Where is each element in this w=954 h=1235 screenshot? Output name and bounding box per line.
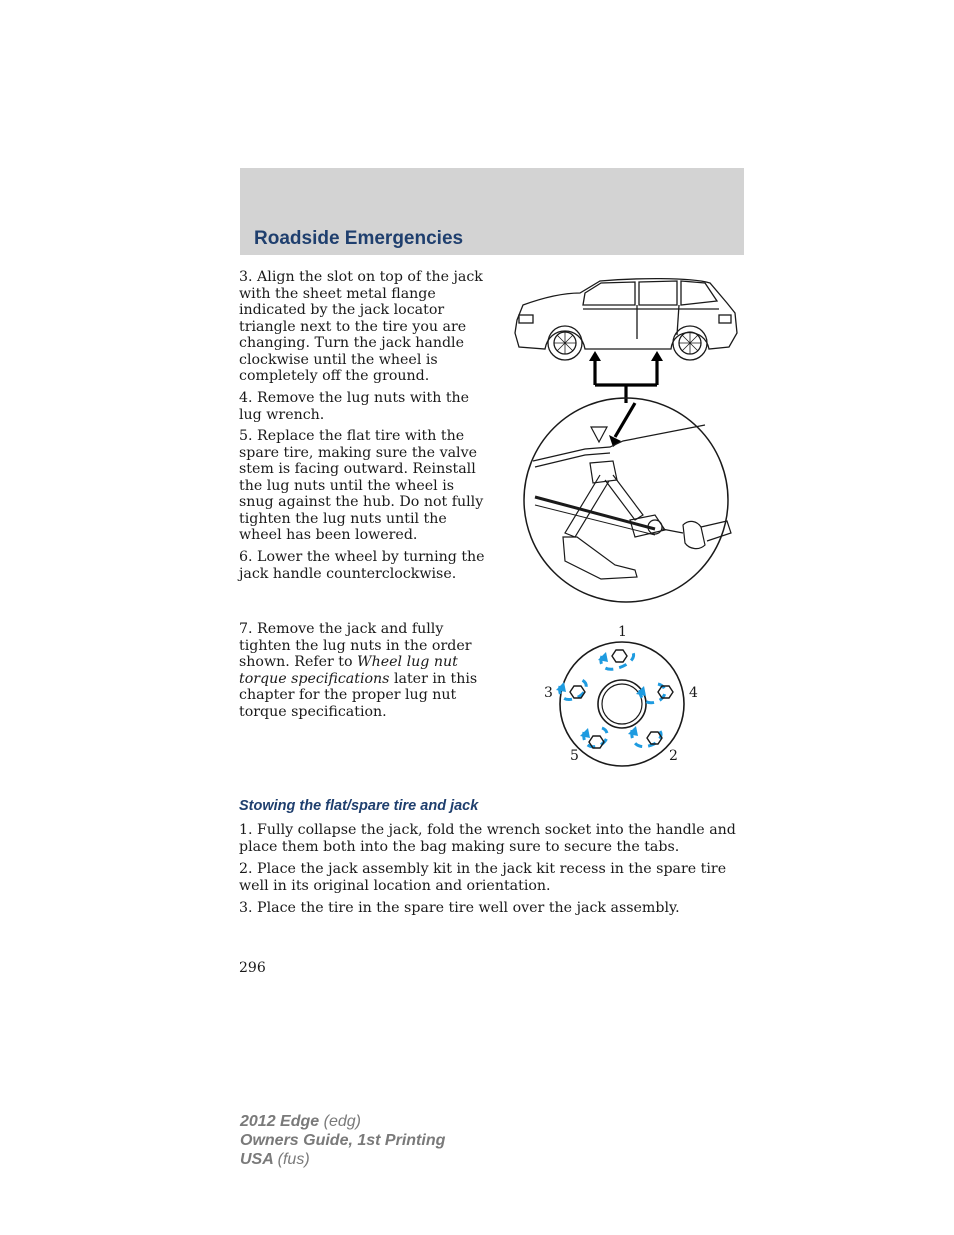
stowing-step-1: 1. Fully collapse the jack, fold the wrench socket into the handle and place them both into the bag making sure to secure the tabs. (239, 822, 736, 855)
section-title: Roadside Emergencies (254, 228, 464, 249)
footer (240, 1112, 445, 1169)
step-7-before: 7. Remove the jack and fully tighten the lug nuts in the order shown. Refer to (239, 621, 472, 670)
footer-market: USA (240, 1151, 274, 1168)
jack-illustration (505, 275, 745, 605)
wheel-hub-center (598, 680, 646, 728)
step-4: 4. Remove the lug nuts with the lug wrench. (239, 390, 470, 423)
footer-line-1 (240, 1112, 445, 1131)
footer-line-3 (240, 1150, 445, 1169)
step-7 (239, 621, 493, 720)
footer-model: 2012 Edge (240, 1113, 320, 1130)
step-6: 6. Lower the wheel by turning the jack handle counterclockwise. (239, 549, 485, 582)
lug-label-5: 5 (570, 748, 579, 764)
step-5: 5. Replace the flat tire with the spare tire, making sure the valve stem is facing outward. Reinstall the lug nuts until the wheel is snug against the hub. Do not fully tighten the lug nuts until the wheel has been lowered. (239, 428, 484, 543)
page-number: 296 (239, 960, 266, 976)
footer-line-2: Owners Guide, 1st Printing (240, 1132, 446, 1149)
lug-label-2: 2 (669, 748, 678, 764)
footer-model-code: (edg) (323, 1113, 361, 1130)
stowing-heading: Stowing the flat/spare tire and jack (239, 798, 479, 814)
lug-label-3: 3 (544, 685, 553, 701)
footer-market-code: (fus) (277, 1151, 310, 1168)
step-3: 3. Align the slot on top of the jack with the sheet metal flange indicated by the jack locator triangle next to the tire you are changing. Turn the jack handle clockwise until the wheel is completely off the ground. (239, 269, 483, 384)
torque-spec-reference: Wheel lug nut torque specifications (239, 654, 458, 687)
stowing-step-2: 2. Place the jack assembly kit in the jack kit recess in the spare tire well in its original location and orientation. (239, 861, 727, 894)
lug-label-4: 4 (689, 685, 698, 701)
lug-nut-diagram (540, 622, 705, 774)
lug-label-1: 1 (618, 624, 627, 640)
stowing-step-3: 3. Place the tire in the spare tire well over the jack assembly. (239, 900, 680, 916)
step-7-after: later in this chapter for the proper lug nut torque specification. (239, 670, 478, 720)
